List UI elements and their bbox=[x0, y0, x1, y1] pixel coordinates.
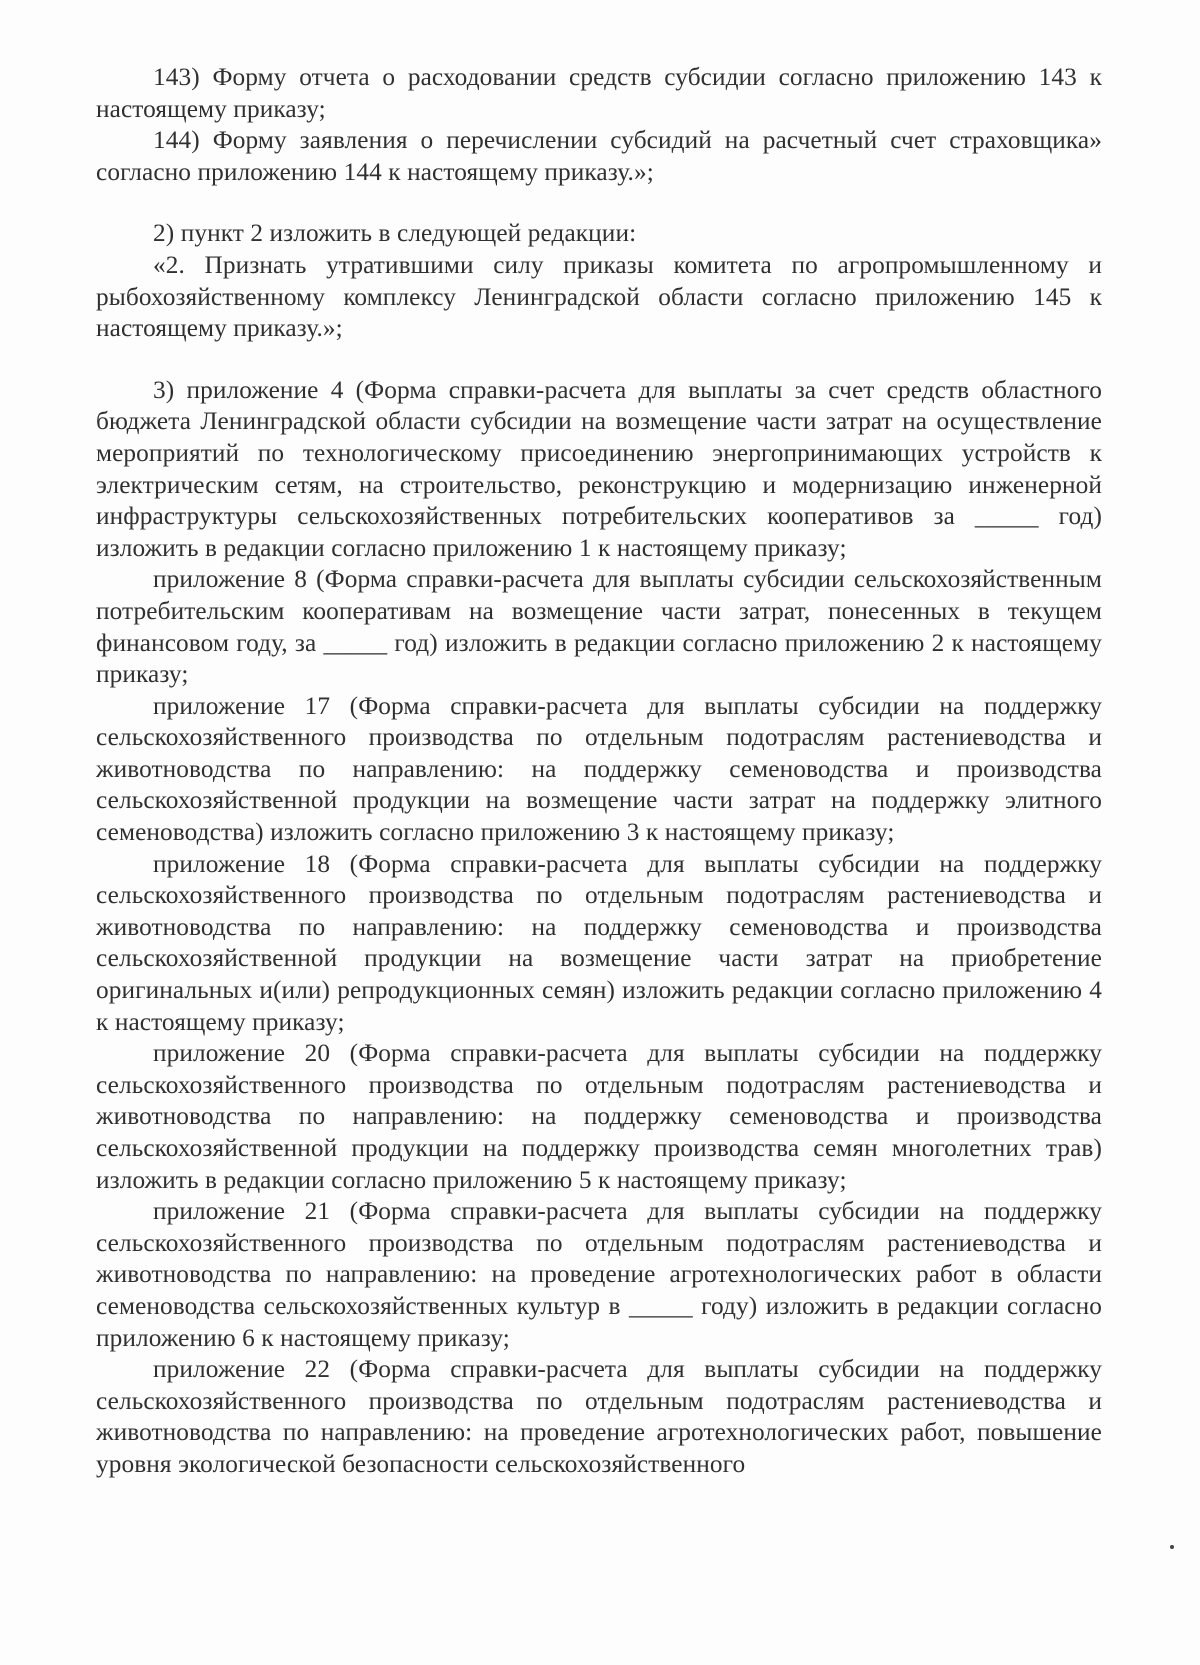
paragraph-point-2-header: 2) пункт 2 изложить в следующей редакции: bbox=[153, 219, 637, 248]
document-body bbox=[96, 62, 1102, 1481]
paragraph-appendix-8: приложение 8 (Форма справки-расчета для выплаты субсидии сельскохозяйственным потребительским кооперативам на возмещение части затрат, понесенных в текущем финансовом году, за _____ год) изложить в редакции согласно приложению 2 к настоящему приказу; bbox=[96, 565, 1102, 689]
paragraph-spacer bbox=[96, 345, 1102, 375]
paragraph-appendix-20: приложение 20 (Форма справки-расчета для выплаты субсидии на поддержку сельскохозяйственного производства по отдельным подотраслям растениеводства и животноводства по направлению: на поддержку семеноводства и производства сельскохозяйственной продукции на поддержку производства семян многолетних трав) изложить в редакции согласно приложению 5 к настоящему приказу; bbox=[96, 1039, 1102, 1194]
paragraph-appendix-4: 3) приложение 4 (Форма справки-расчета для выплаты за счет средств областного бюджета Ленинградской области субсидии на возмещение части затрат на осуществление мероприятий по технологическому присоединению энергопринимающих устройств к электрическим сетям, на строительство, реконструкцию и модернизацию инженерной инфраструктуры сельскохозяйственных потребительских кооперативов за _____ год) изложить в редакции согласно приложению 1 к настоящему приказу; bbox=[96, 375, 1102, 562]
paragraph-item-144: 144) Форму заявления о перечислении субсидий на расчетный счет страховщика» согласно приложению 144 к настоящему приказу.»; bbox=[96, 126, 1102, 186]
paragraph-appendix-21: приложение 21 (Форма справки-расчета для выплаты субсидии на поддержку сельскохозяйственного производства по отдельным подотраслям растениеводства и животноводства по направлению: на проведение агротехнологических работ в области семеноводства сельскохозяйственных культур в _____ году) изложить в редакции согласно приложению 6 к настоящему приказу; bbox=[96, 1197, 1102, 1352]
paragraph-appendix-17: приложение 17 (Форма справки-расчета для выплаты субсидии на поддержку сельскохозяйственного производства по отдельным подотраслям растениеводства и животноводства по направлению: на поддержку семеноводства и производства сельскохозяйственной продукции на возмещение части затрат на поддержку элитного семеноводства) изложить согласно приложению 3 к настоящему приказу; bbox=[96, 691, 1102, 847]
paragraph-appendix-22: приложение 22 (Форма справки-расчета для выплаты субсидии на поддержку сельскохозяйственного производства по отдельным подотраслям растениеводства и животноводства по направлению: на проведение агротехнологических работ, повышение уровня экологической безопасности сельскохозяйственного bbox=[96, 1355, 1102, 1478]
paragraph-point-2-text: «2. Признать утратившими силу приказы комитета по агропромышленному и рыбохозяйственному комплексу Ленинградской области согласно приложению 145 к настоящему приказу.»; bbox=[96, 250, 1102, 343]
paragraph-spacer bbox=[96, 188, 1102, 218]
paragraph-appendix-18: приложение 18 (Форма справки-расчета для выплаты субсидии на поддержку сельскохозяйственного производства по отдельным подотраслям растениеводства и животноводства по направлению: на поддержку семеноводства и производства сельскохозяйственной продукции на возмещение части затрат на приобретение оригинальных и(или) репродукционных семян) изложить редакции согласно приложению 4 к настоящему приказу; bbox=[96, 849, 1102, 1036]
scan-speck bbox=[1170, 1545, 1174, 1549]
paragraph-item-143: 143) Форму отчета о расходовании средств субсидии согласно приложению 143 к настоящему приказу; bbox=[96, 63, 1102, 123]
